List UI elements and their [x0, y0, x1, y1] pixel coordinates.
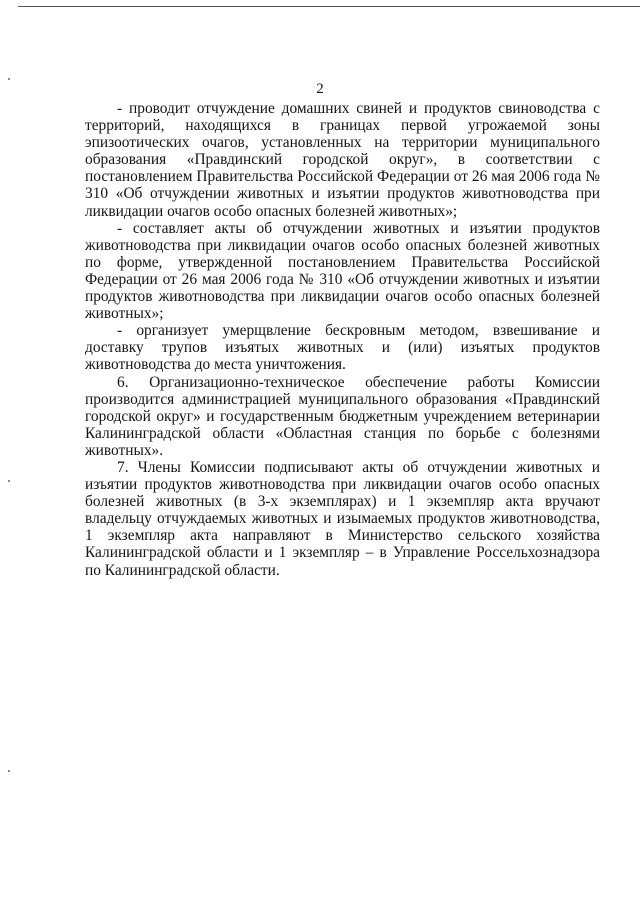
- paragraph-compile-acts: - составляет акты об отчуждении животных и изъятии продуктов животноводства при ликвидации очагов особо опасных болезней животных по форме, утвержденной постановлением Правительства Российской Федерации от 26 мая 2006 года № 310 «Об отчуждении животных и изъятии продуктов животноводства при ликвидации очагов особо опасных болезней животных»;: [85, 219, 600, 323]
- scan-top-edge-line: [18, 6, 640, 7]
- document-body: [85, 100, 600, 579]
- paragraph-item-7: 7. Члены Комиссии подписывают акты об отчуждении животных и изъятии продуктов животноводства при ликвидации очагов особо опасных болезней животных (в 3-х экземплярах) и 1 экземпляр акта вручают владельцу отчуждаемых животных и изымаемых продуктов животноводства, 1 экземпляр акта направляют в Министерство сельского хозяйства Калининградской области и 1 экземпляр – в Управление Россельхознадзора по Калининградской области.: [85, 458, 600, 579]
- scan-speck: [8, 770, 10, 772]
- paragraph-alienation-pigs: - проводит отчуждение домашних свиней и продуктов свиноводства с территорий, находящихся в границах первой угрожаемой зоны эпизоотических очагов, установленных на территории муниципального образования «Правдинский городской округ», в соответствии с постановлением Правительства Российской Федерации от 26 мая 2006 года № 310 «Об отчуждении животных и изъятии продуктов животноводства при ликвидации очагов особо опасных болезней животных»;: [85, 100, 600, 220]
- scan-speck: [8, 480, 10, 482]
- page-number: 2: [316, 81, 324, 97]
- paragraph-organize-slaughter: - организует умерщвление бескровным методом, взвешивание и доставку трупов изъятых животных и (или) изъятых продуктов животноводства до места уничтожения.: [85, 322, 600, 374]
- paragraph-item-6: 6. Организационно-техническое обеспечение работы Комиссии производится администрацией муниципального образования «Правдинский городской округ» и государственным бюджетным учреждением ветеринарии Калининградской области «Областная станция по борьбе с болезнями животных».: [85, 373, 600, 459]
